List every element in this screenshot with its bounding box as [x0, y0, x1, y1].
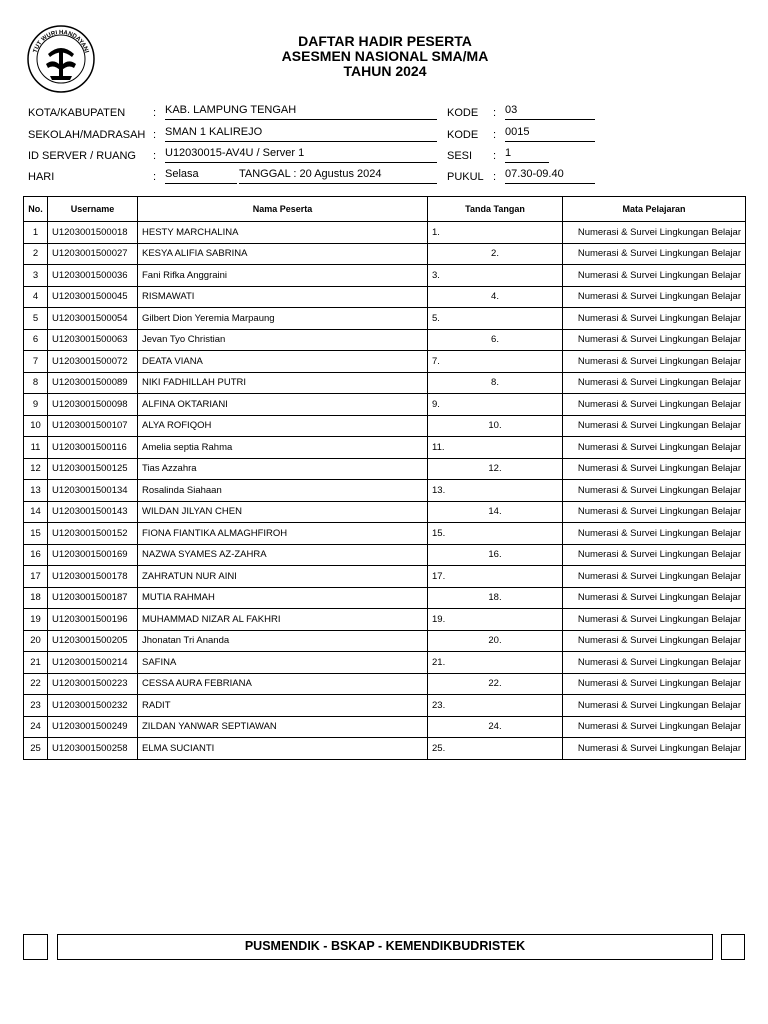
- cell-username: U1203001500249: [48, 716, 138, 738]
- cell-mata-pelajaran: Numerasi & Survei Lingkungan Belajar: [563, 523, 746, 545]
- colon: :: [493, 150, 497, 162]
- tut-wuri-handayani-logo: [26, 24, 96, 94]
- cell-username: U1203001500134: [48, 480, 138, 502]
- meta-row-sekolah: [28, 126, 748, 144]
- table-row: [24, 308, 746, 330]
- meta-row-kota: [28, 104, 748, 122]
- cell-tanda-tangan[interactable]: 6.: [428, 329, 563, 351]
- cell-tanda-tangan[interactable]: 3.: [428, 265, 563, 287]
- cell-tanda-tangan[interactable]: 17.: [428, 566, 563, 588]
- cell-username: U1203001500152: [48, 523, 138, 545]
- table-row: [24, 458, 746, 480]
- cell-nama: RISMAWATI: [138, 286, 428, 308]
- table-row: [24, 501, 746, 523]
- cell-username: U1203001500116: [48, 437, 138, 459]
- cell-username: U1203001500205: [48, 630, 138, 652]
- cell-username: U1203001500098: [48, 394, 138, 416]
- cell-username: U1203001500214: [48, 652, 138, 674]
- cell-tanda-tangan[interactable]: 21.: [428, 652, 563, 674]
- table-row: [24, 286, 746, 308]
- cell-nama: Fani Rifka Anggraini: [138, 265, 428, 287]
- svg-text:TUT WURI HANDAYANI: TUT WURI HANDAYANI: [32, 29, 90, 54]
- cell-no: 20: [24, 630, 48, 652]
- cell-no: 19: [24, 609, 48, 631]
- colon: :: [493, 129, 497, 141]
- kode1-value: 03: [505, 104, 595, 120]
- footer-right-box: [721, 934, 745, 960]
- tanggal-text: TANGGAL : 20 Agustus 2024: [239, 168, 437, 184]
- cell-no: 9: [24, 394, 48, 416]
- table-row: [24, 222, 746, 244]
- table-row: [24, 372, 746, 394]
- table-row: [24, 523, 746, 545]
- cell-username: U1203001500027: [48, 243, 138, 265]
- table-row: [24, 673, 746, 695]
- cell-no: 16: [24, 544, 48, 566]
- cell-nama: MUTIA RAHMAH: [138, 587, 428, 609]
- attendance-table: [23, 196, 746, 760]
- meta-row-server: [28, 147, 748, 165]
- cell-mata-pelajaran: Numerasi & Survei Lingkungan Belajar: [563, 286, 746, 308]
- col-header-no: No.: [24, 197, 48, 222]
- sekolah-value: SMAN 1 KALIREJO: [165, 126, 437, 142]
- cell-tanda-tangan[interactable]: 16.: [428, 544, 563, 566]
- colon: :: [493, 107, 497, 119]
- cell-tanda-tangan[interactable]: 15.: [428, 523, 563, 545]
- cell-tanda-tangan[interactable]: 5.: [428, 308, 563, 330]
- cell-tanda-tangan[interactable]: 10.: [428, 415, 563, 437]
- cell-no: 7: [24, 351, 48, 373]
- cell-username: U1203001500063: [48, 329, 138, 351]
- cell-username: U1203001500169: [48, 544, 138, 566]
- colon: :: [153, 107, 157, 119]
- col-header-username: Username: [48, 197, 138, 222]
- cell-mata-pelajaran: Numerasi & Survei Lingkungan Belajar: [563, 458, 746, 480]
- cell-username: U1203001500187: [48, 587, 138, 609]
- cell-mata-pelajaran: Numerasi & Survei Lingkungan Belajar: [563, 652, 746, 674]
- cell-mata-pelajaran: Numerasi & Survei Lingkungan Belajar: [563, 480, 746, 502]
- cell-nama: DEATA VIANA: [138, 351, 428, 373]
- cell-mata-pelajaran: Numerasi & Survei Lingkungan Belajar: [563, 587, 746, 609]
- footer-left-box: [23, 934, 48, 960]
- cell-mata-pelajaran: Numerasi & Survei Lingkungan Belajar: [563, 738, 746, 760]
- cell-no: 25: [24, 738, 48, 760]
- cell-username: U1203001500089: [48, 372, 138, 394]
- cell-nama: Rosalinda Siahaan: [138, 480, 428, 502]
- cell-tanda-tangan[interactable]: 18.: [428, 587, 563, 609]
- cell-mata-pelajaran: Numerasi & Survei Lingkungan Belajar: [563, 501, 746, 523]
- server-value: U12030015-AV4U / Server 1: [165, 147, 437, 163]
- cell-no: 12: [24, 458, 48, 480]
- cell-tanda-tangan[interactable]: 12.: [428, 458, 563, 480]
- cell-nama: RADIT: [138, 695, 428, 717]
- table-row: [24, 716, 746, 738]
- cell-mata-pelajaran: Numerasi & Survei Lingkungan Belajar: [563, 243, 746, 265]
- cell-mata-pelajaran: Numerasi & Survei Lingkungan Belajar: [563, 308, 746, 330]
- hari-value: Selasa: [165, 168, 237, 184]
- table-row: [24, 738, 746, 760]
- cell-tanda-tangan[interactable]: 22.: [428, 673, 563, 695]
- sesi-label: SESI: [447, 150, 473, 162]
- table-row: [24, 544, 746, 566]
- table-row: [24, 587, 746, 609]
- cell-nama: FIONA FIANTIKA ALMAGHFIROH: [138, 523, 428, 545]
- pukul-label: PUKUL: [447, 171, 484, 183]
- col-header-nama: Nama Peserta: [138, 197, 428, 222]
- colon: :: [153, 171, 157, 183]
- table-row: [24, 351, 746, 373]
- cell-no: 13: [24, 480, 48, 502]
- document-title: [200, 34, 570, 79]
- cell-mata-pelajaran: Numerasi & Survei Lingkungan Belajar: [563, 415, 746, 437]
- cell-nama: Jhonatan Tri Ananda: [138, 630, 428, 652]
- table-row: [24, 243, 746, 265]
- title-line-3: TAHUN 2024: [343, 63, 427, 79]
- cell-tanda-tangan[interactable]: 24.: [428, 716, 563, 738]
- cell-username: U1203001500125: [48, 458, 138, 480]
- cell-mata-pelajaran: Numerasi & Survei Lingkungan Belajar: [563, 372, 746, 394]
- table-header-row: [24, 197, 746, 222]
- cell-no: 21: [24, 652, 48, 674]
- hari-label: HARI: [28, 171, 55, 183]
- cell-nama: Amelia septia Rahma: [138, 437, 428, 459]
- table-row: [24, 415, 746, 437]
- cell-no: 10: [24, 415, 48, 437]
- sesi-value: 1: [505, 147, 549, 163]
- cell-nama: WILDAN JILYAN CHEN: [138, 501, 428, 523]
- cell-no: 17: [24, 566, 48, 588]
- cell-nama: ALFINA OKTARIANI: [138, 394, 428, 416]
- cell-no: 2: [24, 243, 48, 265]
- cell-no: 5: [24, 308, 48, 330]
- cell-no: 14: [24, 501, 48, 523]
- cell-no: 15: [24, 523, 48, 545]
- sekolah-label: SEKOLAH/MADRASAH: [28, 129, 146, 141]
- cell-mata-pelajaran: Numerasi & Survei Lingkungan Belajar: [563, 351, 746, 373]
- cell-mata-pelajaran: Numerasi & Survei Lingkungan Belajar: [563, 566, 746, 588]
- kode2-value: 0015: [505, 126, 595, 142]
- cell-tanda-tangan[interactable]: 14.: [428, 501, 563, 523]
- cell-username: U1203001500178: [48, 566, 138, 588]
- cell-no: 24: [24, 716, 48, 738]
- cell-tanda-tangan[interactable]: 1.: [428, 222, 563, 244]
- cell-username: U1203001500036: [48, 265, 138, 287]
- cell-nama: Gilbert Dion Yeremia Marpaung: [138, 308, 428, 330]
- cell-nama: CESSA AURA FEBRIANA: [138, 673, 428, 695]
- table-row: [24, 437, 746, 459]
- cell-tanda-tangan[interactable]: 23.: [428, 695, 563, 717]
- col-header-tanda-tangan: Tanda Tangan: [428, 197, 563, 222]
- table-row: [24, 566, 746, 588]
- table-row: [24, 394, 746, 416]
- pukul-value: 07.30-09.40: [505, 168, 595, 184]
- cell-username: U1203001500054: [48, 308, 138, 330]
- colon: :: [493, 171, 497, 183]
- server-label: ID SERVER / RUANG: [28, 150, 136, 162]
- cell-username: U1203001500018: [48, 222, 138, 244]
- cell-mata-pelajaran: Numerasi & Survei Lingkungan Belajar: [563, 673, 746, 695]
- cell-nama: ZILDAN YANWAR SEPTIAWAN: [138, 716, 428, 738]
- cell-no: 23: [24, 695, 48, 717]
- table-row: [24, 265, 746, 287]
- colon: :: [153, 129, 157, 141]
- title-line-1: DAFTAR HADIR PESERTA: [298, 33, 472, 49]
- cell-mata-pelajaran: Numerasi & Survei Lingkungan Belajar: [563, 695, 746, 717]
- cell-username: U1203001500223: [48, 673, 138, 695]
- cell-nama: ELMA SUCIANTI: [138, 738, 428, 760]
- cell-mata-pelajaran: Numerasi & Survei Lingkungan Belajar: [563, 265, 746, 287]
- cell-nama: ALYA ROFIQOH: [138, 415, 428, 437]
- cell-no: 8: [24, 372, 48, 394]
- cell-tanda-tangan[interactable]: 19.: [428, 609, 563, 631]
- cell-mata-pelajaran: Numerasi & Survei Lingkungan Belajar: [563, 437, 746, 459]
- cell-tanda-tangan[interactable]: 20.: [428, 630, 563, 652]
- table-row: [24, 652, 746, 674]
- table-body: [24, 222, 746, 760]
- cell-no: 11: [24, 437, 48, 459]
- cell-nama: KESYA ALIFIA SABRINA: [138, 243, 428, 265]
- cell-mata-pelajaran: Numerasi & Survei Lingkungan Belajar: [563, 222, 746, 244]
- footer-text: PUSMENDIK - BSKAP - KEMENDIKBUDRISTEK: [57, 934, 713, 960]
- cell-nama: NIKI FADHILLAH PUTRI: [138, 372, 428, 394]
- table-row: [24, 695, 746, 717]
- table-row: [24, 329, 746, 351]
- cell-tanda-tangan[interactable]: 2.: [428, 243, 563, 265]
- cell-username: U1203001500258: [48, 738, 138, 760]
- cell-mata-pelajaran: Numerasi & Survei Lingkungan Belajar: [563, 329, 746, 351]
- table-row: [24, 480, 746, 502]
- cell-nama: SAFINA: [138, 652, 428, 674]
- cell-tanda-tangan[interactable]: 25.: [428, 738, 563, 760]
- cell-no: 3: [24, 265, 48, 287]
- cell-tanda-tangan[interactable]: 7.: [428, 351, 563, 373]
- meta-row-hari: [28, 168, 748, 186]
- cell-tanda-tangan[interactable]: 4.: [428, 286, 563, 308]
- cell-mata-pelajaran: Numerasi & Survei Lingkungan Belajar: [563, 716, 746, 738]
- cell-nama: NAZWA SYAMES AZ-ZAHRA: [138, 544, 428, 566]
- cell-username: U1203001500072: [48, 351, 138, 373]
- cell-nama: MUHAMMAD NIZAR AL FAKHRI: [138, 609, 428, 631]
- table-row: [24, 630, 746, 652]
- title-line-2: ASESMEN NASIONAL SMA/MA: [281, 48, 489, 64]
- cell-no: 18: [24, 587, 48, 609]
- cell-mata-pelajaran: Numerasi & Survei Lingkungan Belajar: [563, 394, 746, 416]
- cell-no: 4: [24, 286, 48, 308]
- cell-mata-pelajaran: Numerasi & Survei Lingkungan Belajar: [563, 544, 746, 566]
- cell-nama: HESTY MARCHALINA: [138, 222, 428, 244]
- cell-tanda-tangan[interactable]: 9.: [428, 394, 563, 416]
- cell-tanda-tangan[interactable]: 8.: [428, 372, 563, 394]
- col-header-mata-pelajaran: Mata Pelajaran: [563, 197, 746, 222]
- kode2-label: KODE: [447, 129, 479, 141]
- cell-username: U1203001500143: [48, 501, 138, 523]
- table-row: [24, 609, 746, 631]
- cell-no: 6: [24, 329, 48, 351]
- cell-no: 22: [24, 673, 48, 695]
- cell-no: 1: [24, 222, 48, 244]
- kode1-label: KODE: [447, 107, 479, 119]
- cell-tanda-tangan[interactable]: 11.: [428, 437, 563, 459]
- cell-nama: Jevan Tyo Christian: [138, 329, 428, 351]
- colon: :: [153, 150, 157, 162]
- cell-mata-pelajaran: Numerasi & Survei Lingkungan Belajar: [563, 609, 746, 631]
- cell-username: U1203001500045: [48, 286, 138, 308]
- cell-nama: ZAHRATUN NUR AINI: [138, 566, 428, 588]
- cell-username: U1203001500196: [48, 609, 138, 631]
- kota-label: KOTA/KABUPATEN: [28, 107, 126, 119]
- cell-username: U1203001500232: [48, 695, 138, 717]
- cell-tanda-tangan[interactable]: 13.: [428, 480, 563, 502]
- cell-nama: Tias Azzahra: [138, 458, 428, 480]
- kota-value: KAB. LAMPUNG TENGAH: [165, 104, 437, 120]
- cell-mata-pelajaran: Numerasi & Survei Lingkungan Belajar: [563, 630, 746, 652]
- cell-username: U1203001500107: [48, 415, 138, 437]
